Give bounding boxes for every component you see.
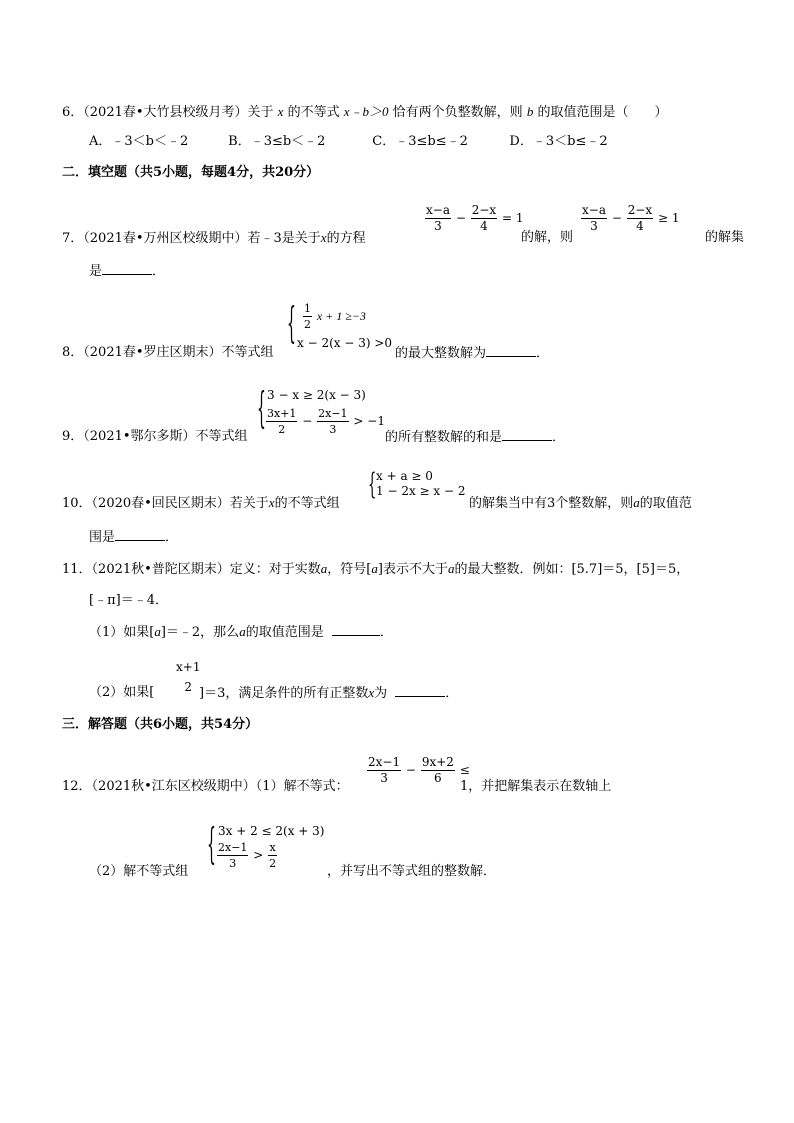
q11-line2: [﹣π]＝﹣4． (89, 593, 168, 608)
q11-line1-c: ]表示不大于 (377, 562, 448, 577)
q10-brace: { (368, 470, 377, 503)
q10-stem-b: 的不等式组 (274, 496, 340, 511)
q11-part2-right: ]＝3，满足条件的所有正整数x为 ． (199, 685, 459, 701)
q6-options (89, 133, 608, 151)
q9-answer-blank[interactable] (502, 428, 552, 441)
q8-stem: 8．（2021春•罗庄区期末）不等式组 (62, 345, 274, 360)
q11-p1-c: 的取值范围是 (245, 625, 324, 640)
q6-stem-b: 的不等式 (287, 105, 340, 120)
q10-stem-a: 10．（2020春•回民区期末）若关于 (62, 496, 269, 511)
q11-p1-var-a2: a (239, 624, 246, 639)
q9-brace: { (257, 386, 266, 434)
q10-stem-left (62, 494, 340, 513)
q11-line1-b: ，符号[ (327, 562, 372, 577)
q12-inequality (366, 755, 470, 786)
q12-den2: 6 (434, 771, 442, 785)
q6-var-b: b (526, 104, 534, 119)
q9-row2-rhs: > −1 (353, 414, 385, 428)
q7-equation (424, 203, 524, 234)
q7-eq1-num1: x−a (426, 203, 450, 217)
q7-eq1-den2: 4 (480, 219, 488, 233)
q9-row2-den2: 3 (329, 423, 337, 436)
q12-stem: 12．（2021秋•江东区校级期中）（1）解不等式： (62, 779, 349, 794)
q8-end: 的最大整数解为 ． (395, 346, 550, 361)
q12-row2-xden: 2 (269, 857, 277, 870)
q7-stem-b: 的方程 (326, 231, 366, 246)
q11-p1-a: （1）如果[ (89, 625, 155, 640)
q7-eq2-rhs: ≥ 1 (658, 211, 680, 225)
q12-num2: 9x+2 (421, 755, 454, 769)
q10-row2: 1 − 2x ≥ x − 2 (376, 484, 466, 498)
q12-minus: − (405, 763, 416, 777)
q7-eq2-minus: − (611, 211, 622, 225)
q10-row1: x + a ≥ 0 (376, 469, 433, 483)
q9-row2-minus: − (302, 414, 313, 428)
q12-row2-den: 3 (229, 857, 237, 870)
q9-stem: 9．（2021•鄂尔多斯）不等式组 (62, 429, 248, 444)
q11-var-a-2: a (371, 561, 378, 576)
q9-end-text: 的所有整数解的和是 (385, 430, 503, 445)
q11-part2-left: （2）如果[ (89, 685, 155, 700)
q7-stem-a: 7．（2021春•万州区校级期中）若﹣3是关于 (62, 231, 321, 246)
q12-row2-num: 2x−1 (218, 841, 248, 854)
q6-stem-a: 6．（2021春•大竹县校级月考）关于 (62, 105, 274, 120)
q11-p1-answer-blank[interactable] (332, 623, 380, 636)
q10-line2-text: 围是 (89, 530, 116, 545)
q8-row1-den: 2 (304, 318, 311, 331)
q7-eq1-den1: 3 (434, 219, 442, 233)
q11-p2-c: 为 (374, 686, 388, 701)
q12-row2 (216, 840, 278, 871)
q11-line1 (62, 560, 689, 579)
q10-stem-d: 的取值范 (639, 496, 692, 511)
q7-answer-blank[interactable] (102, 262, 152, 275)
q12-one: 1 (460, 779, 469, 794)
q7-eq2-den1: 3 (590, 219, 598, 233)
q8-answer-blank[interactable] (486, 344, 536, 357)
q12-row2-xnum: x (269, 841, 276, 854)
q11-line1-d: 的最大整数．例如：[5.7]＝5，[5]＝5， (454, 562, 690, 577)
q11-p1-var-a: a (154, 624, 161, 639)
q7-eq1-minus: − (455, 211, 466, 225)
q8-row1-num: 1 (304, 302, 311, 315)
q6-stem-c: 恰有两个负整数解，则 (392, 105, 523, 120)
q8-row1-rest: x + 1 ≥−3 (316, 309, 366, 323)
q11-p2-answer-blank[interactable] (395, 684, 445, 697)
q9-end: 的所有整数解的和是 ． (385, 430, 566, 445)
q7-line2: 是 ． (89, 264, 166, 279)
q9-row1: 3 − x ≥ 2(x − 3) (267, 388, 366, 402)
q9-row2 (265, 406, 385, 437)
q6-option-d: D．﹣3＜b≤﹣2 (509, 134, 608, 149)
q9-row2-num1: 3x+1 (267, 407, 297, 420)
q7-mid: 的解，则 (521, 230, 574, 245)
q10-var-x: x (268, 495, 275, 510)
q12-brace: { (207, 822, 216, 870)
q6-option-c: C．﹣3≤b≤﹣2 (372, 134, 468, 149)
q11-p1-b: ]＝﹣2，那么 (160, 625, 240, 640)
q6-stem (62, 103, 667, 122)
q8-brace: { (287, 301, 296, 349)
q9-row2-den1: 2 (278, 423, 286, 436)
q8-row1 (302, 301, 366, 332)
q7-eq1-rhs: = 1 (502, 211, 524, 225)
q10-var-a: a (633, 495, 640, 510)
q7-end: 的解集 (705, 230, 745, 245)
q11-var-a-3: a (447, 561, 455, 576)
q12-le: ≤ (459, 763, 470, 777)
q8-row2: x − 2(x − 3) >0 (297, 336, 393, 350)
q10-answer-blank[interactable] (115, 528, 165, 541)
q7-eq2-num2: 2−x (627, 203, 653, 217)
q6-inequality: x﹣b＞0 (343, 104, 389, 119)
q11-line1-a: 11．（2021秋•普陀区期末）定义：对于实数 (62, 562, 321, 577)
q7-eq2-num1: x−a (582, 203, 606, 217)
q12-part2-end: ，并写出不等式组的整数解． (327, 864, 497, 879)
q6-stem-d: 的取值范围是（ ） (537, 105, 668, 120)
q10-line2: 围是 ． (89, 530, 179, 545)
q6-var-x: x (277, 104, 284, 119)
q12-row1: 3x + 2 ≤ 2(x + 3) (218, 824, 325, 838)
q10-stem-c: 的解集当中有3个整数解，则 (469, 496, 634, 511)
section-answer-title: 三．解答题（共6小题，共54分） (62, 717, 259, 732)
q11-p2-num: x+1 (176, 660, 201, 674)
q8-end-text: 的最大整数解为 (395, 346, 487, 361)
q12-stem-b: ，并把解集表示在数轴上 (468, 779, 612, 794)
q7-eq2-den2: 4 (636, 219, 644, 233)
q7-eq1-num2: 2−x (471, 203, 497, 217)
q11-p2-den: 2 (184, 680, 193, 694)
q7-inequality (580, 203, 680, 234)
q12-num1: 2x−1 (368, 755, 401, 769)
q7-line2-text: 是 (89, 264, 103, 279)
q6-option-b: B．﹣3≤b＜﹣2 (228, 134, 326, 149)
q11-p2-b: ]＝3，满足条件的所有正整数 (199, 686, 369, 701)
q12-den1: 3 (380, 771, 388, 785)
q11-part1: （1）如果[a]＝﹣2，那么a的取值范围是 ． (89, 624, 393, 640)
q7-stem (62, 229, 366, 248)
q11-p2-var-x: x (368, 685, 375, 700)
q12-part2-label: （2）解不等式组 (89, 864, 189, 879)
q7-var-x: x (320, 230, 327, 245)
q11-var-a-1: a (320, 561, 328, 576)
q6-option-a: A．﹣3＜b＜﹣2 (89, 134, 189, 149)
q12-row2-gt: > (253, 848, 264, 862)
q10-stem-right (469, 494, 692, 513)
q9-row2-num2: 2x−1 (318, 407, 348, 420)
q12-stem-end (460, 778, 611, 796)
section-fill-in-title: 二．填空题（共5小题，每题4分，共20分） (62, 165, 320, 180)
